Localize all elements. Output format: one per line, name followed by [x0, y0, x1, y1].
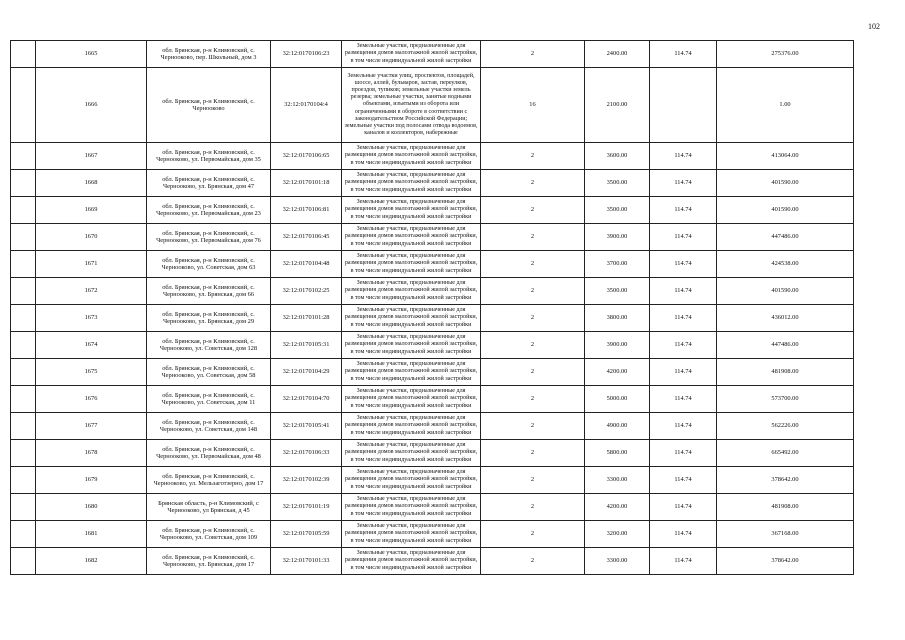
spacer-cell	[11, 170, 36, 197]
row-number-cell: 1672	[36, 278, 147, 305]
group-cell: 2	[481, 251, 585, 278]
land-use-cell: Земельные участки, предназначенные для размещения домов малоэтажной жилой застройки, в том числе индивидуальной жилой застройки	[342, 278, 481, 305]
spacer-cell	[11, 224, 36, 251]
area-cell: 3800.00	[585, 305, 650, 332]
group-cell: 2	[481, 224, 585, 251]
table-row	[11, 68, 854, 143]
cadastral-number-cell: 32:12:0170104:4	[271, 68, 342, 143]
land-use-cell: Земельные участки, предназначенные для размещения домов малоэтажной жилой застройки, в том числе индивидуальной жилой застройки	[342, 413, 481, 440]
specific-value-cell: 114.74	[650, 521, 717, 548]
cadastral-number-cell: 32:12:0170102:25	[271, 278, 342, 305]
address-cell: обл. Брянская, р-н Климовский, с. Чернооково, ул. Первомайская, дом 35	[147, 143, 271, 170]
table-row	[11, 197, 854, 224]
row-number-cell: 1665	[36, 41, 147, 68]
address-cell: обл. Брянская, р-н Климовский, с. Чернооково, пер. Школьный, дом 3	[147, 41, 271, 68]
address-cell: обл. Брянская, р-н Климовский, с. Чернооково, ул. Брянская, дом 66	[147, 278, 271, 305]
land-use-cell: Земельные участки, предназначенные для размещения домов малоэтажной жилой застройки, в том числе индивидуальной жилой застройки	[342, 143, 481, 170]
cadastral-number-cell: 32:12:0170105:31	[271, 332, 342, 359]
specific-value-cell: 114.74	[650, 224, 717, 251]
spacer-cell	[11, 332, 36, 359]
area-cell: 3300.00	[585, 548, 650, 575]
cadastral-value-cell: 1.00	[717, 68, 854, 143]
spacer-cell	[11, 386, 36, 413]
specific-value-cell: 114.74	[650, 305, 717, 332]
specific-value-cell: 114.74	[650, 359, 717, 386]
row-number-cell: 1681	[36, 521, 147, 548]
area-cell: 3200.00	[585, 521, 650, 548]
spacer-cell	[11, 68, 36, 143]
specific-value-cell: 114.74	[650, 143, 717, 170]
cadastral-value-cell: 665492.00	[717, 440, 854, 467]
cadastral-number-cell: 32:12:0170106:33	[271, 440, 342, 467]
cadastral-value-cell: 562226.00	[717, 413, 854, 440]
table-row	[11, 170, 854, 197]
address-cell: обл. Брянская, р-н Климовский, с. Чернооково	[147, 68, 271, 143]
cadastral-value-cell: 401590.00	[717, 278, 854, 305]
row-number-cell: 1666	[36, 68, 147, 143]
row-number-cell: 1676	[36, 386, 147, 413]
address-cell: обл. Брянская, р-н Климовский, с. Чернооково, ул. Советская, дом 148	[147, 413, 271, 440]
row-number-cell: 1669	[36, 197, 147, 224]
spacer-cell	[11, 494, 36, 521]
area-cell: 3900.00	[585, 332, 650, 359]
spacer-cell	[11, 41, 36, 68]
row-number-cell: 1680	[36, 494, 147, 521]
specific-value-cell: 114.74	[650, 494, 717, 521]
cadastral-value-cell: 447486.00	[717, 224, 854, 251]
row-number-cell: 1678	[36, 440, 147, 467]
cadastral-value-cell: 367168.00	[717, 521, 854, 548]
land-use-cell: Земельные участки, предназначенные для размещения домов малоэтажной жилой застройки, в том числе индивидуальной жилой застройки	[342, 359, 481, 386]
group-cell: 2	[481, 170, 585, 197]
specific-value-cell: 114.74	[650, 440, 717, 467]
area-cell: 5800.00	[585, 440, 650, 467]
address-cell: обл. Брянская, р-н Климовский, с. Чернооково, ул. Советская, дом 63	[147, 251, 271, 278]
table-row	[11, 413, 854, 440]
land-use-cell: Земельные участки, предназначенные для размещения домов малоэтажной жилой застройки, в том числе индивидуальной жилой застройки	[342, 332, 481, 359]
spacer-cell	[11, 548, 36, 575]
specific-value-cell	[650, 68, 717, 143]
cadastral-number-cell: 32:12:0170106:45	[271, 224, 342, 251]
row-number-cell: 1673	[36, 305, 147, 332]
group-cell: 2	[481, 332, 585, 359]
row-number-cell: 1675	[36, 359, 147, 386]
specific-value-cell: 114.74	[650, 251, 717, 278]
land-use-cell: Земельные участки, предназначенные для размещения домов малоэтажной жилой застройки, в том числе индивидуальной жилой застройки	[342, 170, 481, 197]
cadastral-value-cell: 378642.00	[717, 548, 854, 575]
specific-value-cell: 114.74	[650, 197, 717, 224]
row-number-cell: 1674	[36, 332, 147, 359]
group-cell: 2	[481, 197, 585, 224]
table-row	[11, 143, 854, 170]
row-number-cell: 1667	[36, 143, 147, 170]
land-use-cell: Земельные участки, предназначенные для размещения домов малоэтажной жилой застройки, в том числе индивидуальной жилой застройки	[342, 305, 481, 332]
specific-value-cell: 114.74	[650, 467, 717, 494]
address-cell: обл. Брянская, р-н Климовский, с. Чернооково, ул. Советская, дом 11	[147, 386, 271, 413]
cadastral-value-cell: 401590.00	[717, 197, 854, 224]
area-cell: 4200.00	[585, 494, 650, 521]
cadastral-number-cell: 32:12:0170106:65	[271, 143, 342, 170]
specific-value-cell: 114.74	[650, 386, 717, 413]
table-row	[11, 224, 854, 251]
table-row	[11, 494, 854, 521]
cadastral-number-cell: 32:12:0170105:41	[271, 413, 342, 440]
spacer-cell	[11, 359, 36, 386]
spacer-cell	[11, 143, 36, 170]
row-number-cell: 1682	[36, 548, 147, 575]
spacer-cell	[11, 197, 36, 224]
table-row	[11, 305, 854, 332]
group-cell: 2	[481, 305, 585, 332]
row-number-cell: 1670	[36, 224, 147, 251]
address-cell: обл. Брянская, р-н Климовский, с. Чернооково, ул. Советская, дом 58	[147, 359, 271, 386]
table-row	[11, 521, 854, 548]
area-cell: 4200.00	[585, 359, 650, 386]
row-number-cell: 1679	[36, 467, 147, 494]
cadastral-number-cell: 32:12:0170104:29	[271, 359, 342, 386]
spacer-cell	[11, 521, 36, 548]
land-use-cell: Земельные участки, предназначенные для размещения домов малоэтажной жилой застройки, в том числе индивидуальной жилой застройки	[342, 494, 481, 521]
land-use-cell: Земельные участки, предназначенные для размещения домов малоэтажной жилой застройки, в том числе индивидуальной жилой застройки	[342, 224, 481, 251]
area-cell: 3500.00	[585, 197, 650, 224]
specific-value-cell: 114.74	[650, 41, 717, 68]
cadastral-number-cell: 32:12:0170101:28	[271, 305, 342, 332]
group-cell: 2	[481, 467, 585, 494]
table-row	[11, 440, 854, 467]
spacer-cell	[11, 413, 36, 440]
group-cell: 2	[481, 41, 585, 68]
cadastral-number-cell: 32:12:0170105:59	[271, 521, 342, 548]
cadastral-value-cell: 275376.00	[717, 41, 854, 68]
group-cell: 2	[481, 440, 585, 467]
area-cell: 4900.00	[585, 413, 650, 440]
group-cell: 16	[481, 68, 585, 143]
cadastral-value-cell: 481908.00	[717, 359, 854, 386]
table-row	[11, 41, 854, 68]
area-cell: 3700.00	[585, 251, 650, 278]
land-use-cell: Земельные участки, предназначенные для размещения домов малоэтажной жилой застройки, в том числе индивидуальной жилой застройки	[342, 386, 481, 413]
specific-value-cell: 114.74	[650, 332, 717, 359]
land-use-cell: Земельные участки, предназначенные для размещения домов малоэтажной жилой застройки, в том числе индивидуальной жилой застройки	[342, 41, 481, 68]
group-cell: 2	[481, 143, 585, 170]
land-use-cell: Земельные участки, предназначенные для размещения домов малоэтажной жилой застройки, в том числе индивидуальной жилой застройки	[342, 440, 481, 467]
address-cell: обл. Брянская, р-н Климовский, с. Чернооково, ул. Первомайская, дом 23	[147, 197, 271, 224]
group-cell: 2	[481, 359, 585, 386]
spacer-cell	[11, 467, 36, 494]
spacer-cell	[11, 440, 36, 467]
cadastral-number-cell: 32:12:0170106:81	[271, 197, 342, 224]
cadastral-value-cell: 447486.00	[717, 332, 854, 359]
area-cell: 3500.00	[585, 170, 650, 197]
cadastral-value-cell: 424538.00	[717, 251, 854, 278]
address-cell: обл. Брянская, р-н Климовский, с. Чернооково, ул. Брянская, дом 47	[147, 170, 271, 197]
cadastral-number-cell: 32:12:0170101:33	[271, 548, 342, 575]
cadastral-number-cell: 32:12:0170106:23	[271, 41, 342, 68]
cadastral-value-cell: 436012.00	[717, 305, 854, 332]
row-number-cell: 1671	[36, 251, 147, 278]
address-cell: Брянская область, р-н Климовский, с Чернооково, ул Брянская, д 45	[147, 494, 271, 521]
specific-value-cell: 114.74	[650, 413, 717, 440]
specific-value-cell: 114.74	[650, 170, 717, 197]
land-use-cell: Земельные участки, предназначенные для размещения домов малоэтажной жилой застройки, в том числе индивидуальной жилой застройки	[342, 467, 481, 494]
cadastral-value-cell: 401590.00	[717, 170, 854, 197]
table-row	[11, 467, 854, 494]
address-cell: обл. Брянская, р-н Климовский, с. Чернооково, ул. Брянская, дом 17	[147, 548, 271, 575]
area-cell: 2100.00	[585, 68, 650, 143]
address-cell: обл. Брянская, р-н Климовский, с. Чернооково, ул. Советская, дом 109	[147, 521, 271, 548]
group-cell: 2	[481, 386, 585, 413]
cadastral-number-cell: 32:12:0170104:70	[271, 386, 342, 413]
cadastral-number-cell: 32:12:0170102:39	[271, 467, 342, 494]
specific-value-cell: 114.74	[650, 278, 717, 305]
land-use-cell: Земельные участки улиц, проспектов, площадей, шоссе, аллей, бульваров, застав, переулков, проездов, тупиков; земельные участки земель резерва; земельные участки, занятые водными объектами, изъятыми из оборота или ограниченными в обороте в соответствии с законодательством Российской Федерации; земельные участки под полосами отвода водоемов, каналов и коллекторов, набережные	[342, 68, 481, 143]
cadastral-value-cell: 378642.00	[717, 467, 854, 494]
cadastral-value-cell: 573700.00	[717, 386, 854, 413]
table-row	[11, 386, 854, 413]
spacer-cell	[11, 278, 36, 305]
table-row	[11, 359, 854, 386]
row-number-cell: 1668	[36, 170, 147, 197]
address-cell: обл. Брянская, р-н Климовский, с. Чернооково, ул. Брянская, дом 29	[147, 305, 271, 332]
area-cell: 3500.00	[585, 278, 650, 305]
area-cell: 2400.00	[585, 41, 650, 68]
table-row	[11, 251, 854, 278]
cadastral-number-cell: 32:12:0170104:48	[271, 251, 342, 278]
address-cell: обл. Брянская, р-н Климовский, с. Чернооково, ул. Первомайская, дом 76	[147, 224, 271, 251]
area-cell: 5000.00	[585, 386, 650, 413]
spacer-cell	[11, 305, 36, 332]
cadastral-value-cell: 413064.00	[717, 143, 854, 170]
page-number: 102	[868, 22, 880, 31]
area-cell: 3900.00	[585, 224, 650, 251]
group-cell: 2	[481, 278, 585, 305]
table-row	[11, 278, 854, 305]
cadastral-number-cell: 32:12:0170101:18	[271, 170, 342, 197]
table-row	[11, 548, 854, 575]
row-number-cell: 1677	[36, 413, 147, 440]
table-row	[11, 332, 854, 359]
group-cell: 2	[481, 521, 585, 548]
address-cell: обл. Брянская, р-н Климовский, с. Чернооково, ул. Мельзаготзерно, дом 17	[147, 467, 271, 494]
land-use-cell: Земельные участки, предназначенные для размещения домов малоэтажной жилой застройки, в том числе индивидуальной жилой застройки	[342, 251, 481, 278]
specific-value-cell: 114.74	[650, 548, 717, 575]
group-cell: 2	[481, 548, 585, 575]
cadastral-value-table	[10, 40, 854, 575]
cadastral-number-cell: 32:12:0170101:19	[271, 494, 342, 521]
land-use-cell: Земельные участки, предназначенные для размещения домов малоэтажной жилой застройки, в том числе индивидуальной жилой застройки	[342, 197, 481, 224]
spacer-cell	[11, 251, 36, 278]
group-cell: 2	[481, 494, 585, 521]
area-cell: 3600.00	[585, 143, 650, 170]
address-cell: обл. Брянская, р-н Климовский, с. Чернооково, ул. Первомайская, дом 48	[147, 440, 271, 467]
address-cell: обл. Брянская, р-н Климовский, с. Чернооково, ул. Советская, дом 128	[147, 332, 271, 359]
group-cell: 2	[481, 413, 585, 440]
land-use-cell: Земельные участки, предназначенные для размещения домов малоэтажной жилой застройки, в том числе индивидуальной жилой застройки	[342, 548, 481, 575]
land-use-cell: Земельные участки, предназначенные для размещения домов малоэтажной жилой застройки, в том числе индивидуальной жилой застройки	[342, 521, 481, 548]
area-cell: 3300.00	[585, 467, 650, 494]
cadastral-value-cell: 481908.00	[717, 494, 854, 521]
